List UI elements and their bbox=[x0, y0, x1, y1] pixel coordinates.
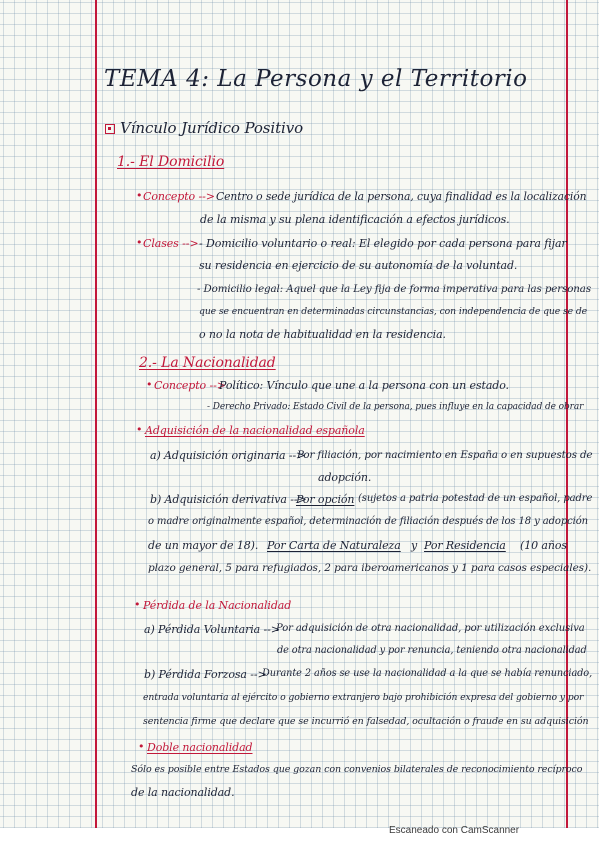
doble-nacionalidad-line1: Sólo es posible entre Estados que gozan con convenios bilaterales de reconocimiento recíproco bbox=[131, 764, 583, 775]
adquisicion-derivativa-line2: o madre originalmente español, determinación de filiación después de los 18 y adopción bbox=[148, 516, 588, 527]
domicilio-legal-line2: que se encuentran en determinadas circunstancias, con independencia de que se de bbox=[199, 306, 588, 317]
domicilio-legal-line3: o no la nota de habitualidad en la residencia. bbox=[199, 328, 446, 341]
nacionalidad-heading: 2.- La Nacionalidad bbox=[139, 355, 276, 371]
perdida-heading: Pérdida de la Nacionalidad bbox=[143, 599, 292, 612]
adquisicion-originaria-line1: Por filiación, por nacimiento en España o en supuestos de bbox=[297, 449, 593, 461]
scanner-watermark: Escaneado con CamScanner bbox=[389, 825, 520, 836]
doble-nacionalidad-line2: de la nacionalidad. bbox=[131, 786, 235, 799]
adquisicion-derivativa-line3a: de un mayor de 18). bbox=[148, 539, 259, 552]
doble-nacionalidad-heading: Doble nacionalidad bbox=[147, 741, 253, 754]
nacionalidad-concepto-label: Concepto --> bbox=[154, 379, 226, 392]
domicilio-heading: 1.- El Domicilio bbox=[117, 154, 225, 170]
domicilio-voluntario-line2: su residencia en ejercicio de su autonomía de la voluntad. bbox=[199, 259, 518, 272]
bullet-icon: • bbox=[136, 236, 143, 249]
por-opcion: Por opción bbox=[296, 493, 355, 506]
bullet-icon: • bbox=[138, 740, 145, 753]
adquisicion-derivativa-line3b: (10 años bbox=[520, 539, 567, 552]
perdida-voluntaria-line1: Por adquisición de otra nacionalidad, por utilización exclusiva bbox=[276, 623, 585, 634]
perdida-forzosa-label: b) Pérdida Forzosa --> bbox=[144, 668, 267, 681]
perdida-voluntaria-line2: de otra nacionalidad y por renuncia, teniendo otra nacionalidad bbox=[277, 645, 587, 656]
bullet-icon: • bbox=[146, 378, 153, 391]
perdida-forzosa-line2: entrada voluntaria al ejército o gobierno extranjero bajo prohibición expresa del gobierno y por bbox=[143, 692, 584, 703]
perdida-voluntaria-label: a) Pérdida Voluntaria --> bbox=[144, 623, 280, 636]
domicilio-clases-label: Clases --> bbox=[143, 237, 199, 250]
domicilio-legal-line1: - Domicilio legal: Aquel que la Ley fija de forma imperativa para las personas bbox=[197, 283, 591, 295]
right-margin-line bbox=[566, 0, 568, 828]
por-carta-de-naturaleza: Por Carta de Naturaleza bbox=[267, 539, 401, 552]
bullet-icon: • bbox=[136, 423, 143, 436]
perdida-forzosa-line3: sentencia firme que declare que se incurrió en falsedad, ocultación o fraude en su adquisición bbox=[143, 716, 589, 727]
por-residencia: Por Residencia bbox=[424, 539, 506, 552]
bullet-icon: • bbox=[134, 598, 141, 611]
page-title: TEMA 4: La Persona y el Territorio bbox=[104, 66, 528, 92]
adquisicion-originaria-line2: adopción. bbox=[318, 471, 372, 484]
perdida-forzosa-line1: Durante 2 años se use la nacionalidad a la que se había renunciado, bbox=[262, 668, 593, 679]
domicilio-concepto-label: Concepto --> bbox=[143, 190, 215, 203]
adquisicion-heading: Adquisición de la nacionalidad española bbox=[145, 424, 365, 437]
domicilio-concepto-line2: de la misma y su plena identificación a efectos jurídicos. bbox=[200, 213, 510, 226]
nacionalidad-politico: Político: Vínculo que une a la persona con un estado. bbox=[219, 379, 509, 392]
adquisicion-originaria-label: a) Adquisición originaria --> bbox=[150, 449, 306, 462]
section-heading: Vínculo Jurídico Positivo bbox=[120, 119, 304, 137]
bullet-icon: • bbox=[136, 189, 143, 202]
nacionalidad-derecho-privado: - Derecho Privado: Estado Civil de la persona, pues influye en la capacidad de obrar bbox=[207, 402, 584, 412]
domicilio-concepto-line1: Centro o sede jurídica de la persona, cuya finalidad es la localización bbox=[216, 190, 587, 203]
domicilio-voluntario-line1: - Domicilio voluntario o real: El elegido por cada persona para fijar bbox=[199, 237, 567, 250]
adquisicion-derivativa-line1: (sujetos a patria potestad de un español, padre bbox=[358, 493, 593, 504]
checkbox-icon bbox=[105, 124, 115, 134]
adquisicion-derivativa-line4: plazo general, 5 para refugiados, 2 para iberoamericanos y 1 para casos especiales). bbox=[148, 562, 592, 574]
left-margin-line bbox=[95, 0, 97, 828]
adquisicion-derivativa-label: b) Adquisición derivativa --> bbox=[150, 493, 307, 506]
conjunction-y: y bbox=[411, 539, 418, 552]
